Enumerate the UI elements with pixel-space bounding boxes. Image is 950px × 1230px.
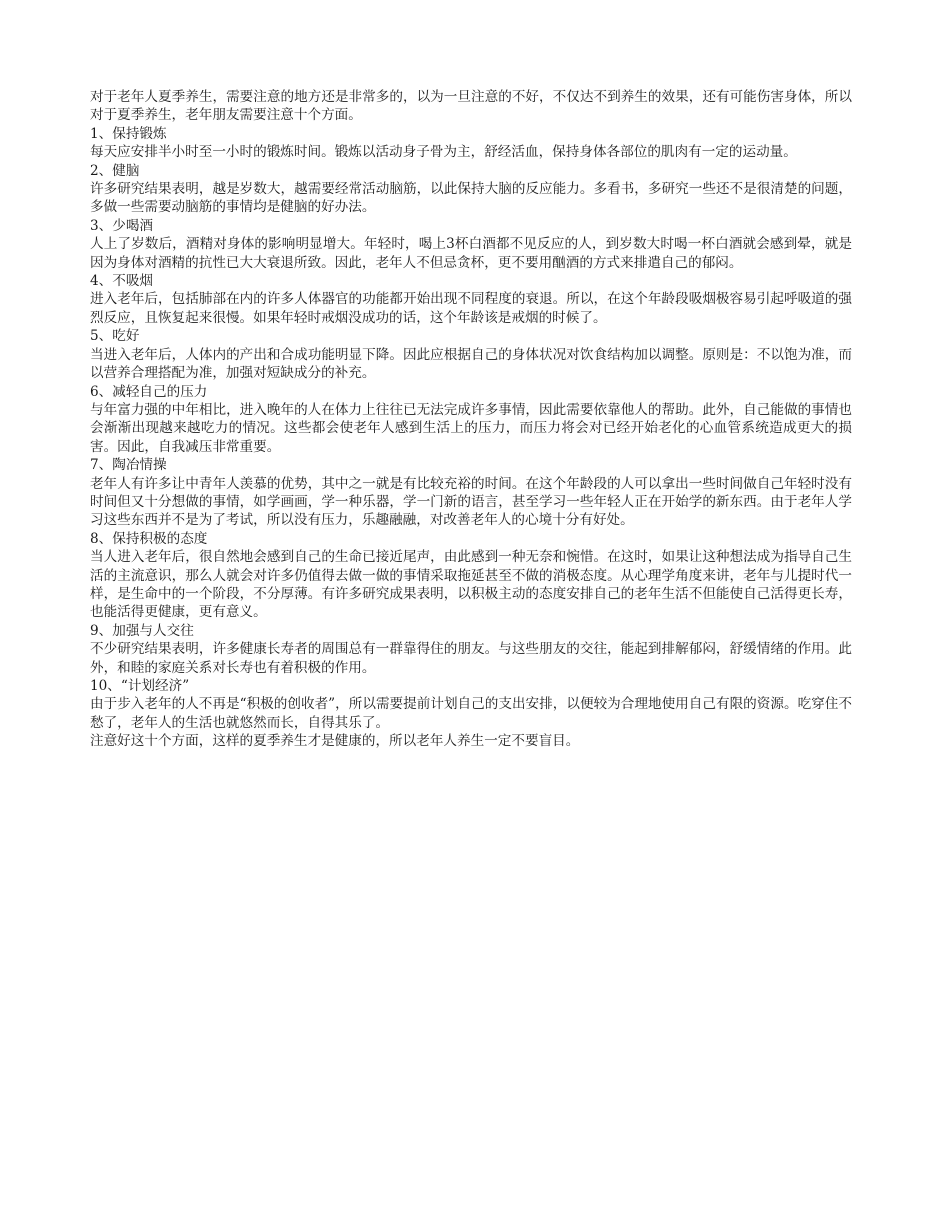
section-paragraph: 由于步入老年的人不再是“积极的创收者”，所以需要提前计划自己的支出安排，以便较为合理地使用自己有限的资源。吃穿住不愁了，老年人的生活也就悠然而长，自得其乐了。 — [90, 696, 852, 731]
section-heading: 4、不吸烟 — [90, 273, 154, 290]
section-6 — [90, 383, 852, 457]
section-heading: 1、保持锻炼 — [90, 125, 167, 142]
section-2 — [90, 162, 852, 217]
section-7 — [90, 456, 852, 530]
section-paragraph: 当进入老年后，人体内的产出和合成功能明显下降。因此应根据自己的身体状况对饮食结构加以调整。原则是：不以饱为准，而以营养合理搭配为准，加强对短缺成分的补充。 — [90, 346, 852, 382]
section-paragraph: 人上了岁数后，酒精对身体的影响明显增大。年轻时，喝上3杯白酒都不见反应的人，到岁数大时喝一杯白酒就会感到晕，就是因为身体对酒精的抗性已大大衰退所致。因此，老年人不但忌贪杯，更不要用酗酒的方式来排遣自己的郁闷。 — [90, 236, 852, 271]
section-heading: 5、吃好 — [90, 328, 140, 345]
section-heading: 10、“计划经济” — [90, 678, 190, 694]
document-body — [90, 88, 852, 751]
section-8 — [90, 530, 852, 622]
section-heading: 2、健脑 — [90, 162, 140, 179]
section-paragraph: 进入老年后，包括肺部在内的许多人体器官的功能都开始出现不同程度的衰退。所以，在这个年龄段吸烟极容易引起呼吸道的强烈反应，且恢复起来很慢。如果年轻时戒烟没成功的话，这个年龄该是戒烟的时候了。 — [90, 291, 852, 326]
section-1 — [90, 125, 852, 162]
section-paragraph: 许多研究结果表明，越是岁数大，越需要经常活动脑筋，以此保持大脑的反应能力。多看书，多研究一些还不是很清楚的问题，多做一些需要动脑筋的事情均是健脑的好办法。 — [90, 181, 852, 216]
conclusion-paragraph: 注意好这十个方面，这样的夏季养生才是健康的，所以老年人养生一定不要盲目。 — [90, 733, 580, 750]
section-paragraph: 与年富力强的中年相比，进入晚年的人在体力上往往已无法完成许多事情，因此需要依靠他人的帮助。此外，自己能做的事情也会渐渐出现越来越吃力的情况。这些都会使老年人感到生活上的压力，而压力将会对已经开始老化的心血管系统造成更大的损害。因此，自我减压非常重要。 — [90, 401, 852, 455]
section-10 — [90, 677, 852, 732]
section-9 — [90, 622, 852, 677]
section-heading: 8、保持积极的态度 — [90, 530, 208, 547]
section-3 — [90, 217, 852, 272]
section-heading: 3、少喝酒 — [90, 217, 154, 234]
section-paragraph: 当人进入老年后，很自然地会感到自己的生命已接近尾声，由此感到一种无奈和惋惜。在这时，如果让这种想法成为指导自己生活的主流意识，那么人就会对许多仍值得去做一做的事情采取拖延甚至不做的消极态度。从心理学角度来讲，老年与儿提时代一样，是生命中的一个阶段，不分厚薄。有许多研究成果表明，以积极主动的态度安排自己的老年生活不但能使自己活得更长寿，也能活得更健康，更有意义。 — [90, 549, 852, 621]
intro-paragraph: 对于老年人夏季养生，需要注意的地方还是非常多的，以为一旦注意的不好，不仅达不到养生的效果，还有可能伤害身体，所以对于夏季养生，老年朋友需要注意十个方面。 — [90, 89, 852, 124]
section-heading: 6、减轻自己的压力 — [90, 383, 208, 400]
section-heading: 9、加强与人交往 — [90, 622, 194, 639]
section-heading: 7、陶冶情操 — [90, 457, 167, 474]
section-4 — [90, 272, 852, 327]
section-5 — [90, 327, 852, 382]
section-paragraph: 每天应安排半小时至一小时的锻炼时间。锻炼以活动身子骨为主，舒经活血，保持身体各部位的肌肉有一定的运动量。 — [90, 144, 797, 161]
section-paragraph: 不少研究结果表明，许多健康长寿者的周围总有一群靠得住的朋友。与这些朋友的交往，能起到排解郁闷，舒缓情绪的作用。此外，和睦的家庭关系对长寿也有着积极的作用。 — [90, 641, 852, 676]
section-paragraph: 老年人有许多让中青年人羡慕的优势，其中之一就是有比较充裕的时间。在这个年龄段的人可以拿出一些时间做自己年轻时没有时间但又十分想做的事情，如学画画，学一种乐器，学一门新的语言，甚至学习一些年轻人正在开始学的新东西。由于老年人学习这些东西并不是为了考试，所以没有压力，乐趣融融，对改善老年人的心境十分有好处。 — [90, 475, 852, 529]
